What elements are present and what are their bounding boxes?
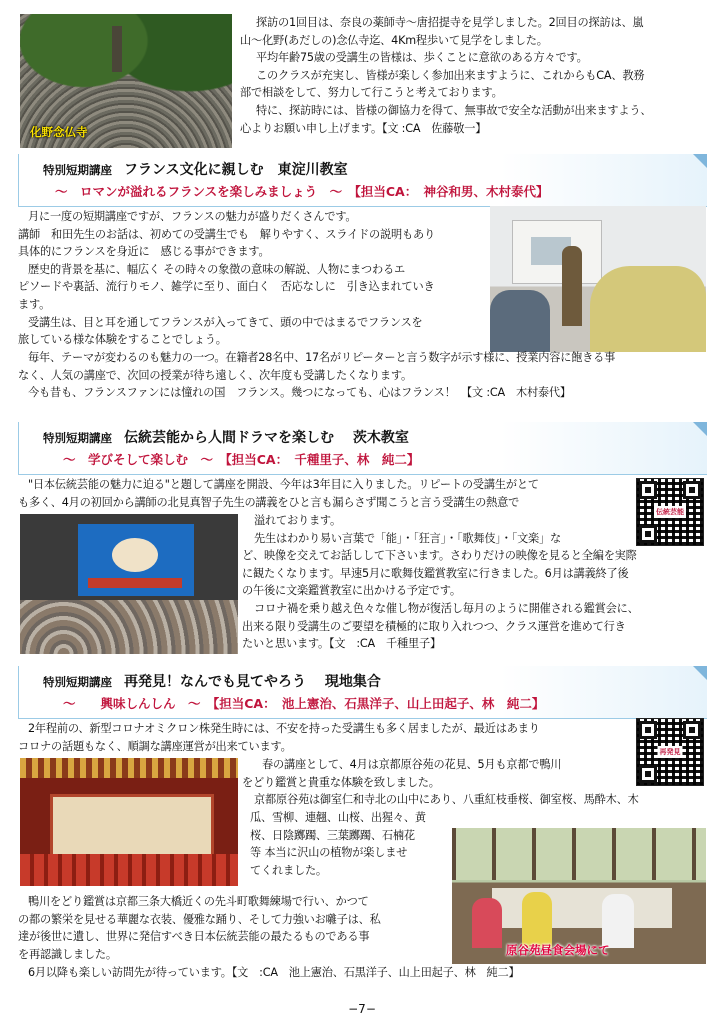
section3-subtitle: 〜 興味しんしん 〜 【担当CA： 池上憲治、石黒洋子、山上田起子、林 純二】 [63,696,545,711]
paragraph-line: なく、人気の講座で、次回の授業が待ち遠しく、次年度も受講したくなります。 [18,368,412,382]
paragraph-line: 今も昔も、フランスファンには憧れの国 フランス。幾つになっても、心はフランス！ 【文 :CA 木村泰代】 [28,386,571,400]
section1-subtitle: 〜 ロマンが溢れるフランスを楽しみましょう 〜 【担当CA： 神谷和男、木村泰代】 [55,184,549,199]
paragraph-line: ピソードや裏話、流行りモノ、雑学に至り、面白く 否応なしに 引き込まれていき [18,280,435,294]
section3-title [43,671,381,691]
section3-article-small [250,809,450,879]
section3-article-mid [242,756,710,809]
paragraph-line: 2年程前の、新型コロナオミクロン株発生時には、不安を持った受講生も多く居ましたが、最近はあまり [28,722,540,735]
paragraph-line: 瓜、雪柳、連翹、山桜、出猩々、黄 [250,811,426,824]
paragraph-line: 山〜化野(あだしの)念仏寺迄、4Km程歩いて見学をしました。 [240,33,548,47]
paragraph-line: 旅している様な体験をすることでしょう。 [18,333,227,347]
paragraph-line: コロナの話題もなく、順調な講座運営が出来ています。 [18,739,292,753]
section2-article [242,512,710,653]
paragraph-line: の午後に文楽鑑賞教室に出かける予定です。 [242,584,461,598]
paragraph-line: 平均年齢75歳の受講生の皆様は、歩くことに意欲のある方々です。 [256,51,588,65]
paragraph-line: 達が後世に遺し、世界に発信すべき日本伝統芸能の最たるものである事 [18,930,370,944]
section3-article-top [18,720,638,755]
paragraph-line: 歴史的背景を基に、幅広く その時々の象徴の意味の解説、人物にまつわるエ [28,262,405,276]
paragraph-line: 部で相談をして、努力して行こうと考えております。 [240,86,503,100]
paragraph-line: 毎年、テーマが変わるのも魅力の一つ。在籍者28名中、17名がリピーターと言う数字が示す様に、授業内容に飽きる事 [28,351,616,364]
paragraph-line: 春の講座として、4月は京都原谷苑の花見、5月も京都で鴨川 [262,758,562,771]
paragraph-line: 桜、日陰躑躅、三葉躑躅、石楠花 [250,828,415,842]
section-label: 特別短期講座 [43,163,112,177]
temple-photo [20,14,232,148]
paragraph-line: "日本伝統芸能の魅力に迫る"と題して講座を開設、今年は3年目に入りました。リピートの受講生がとて [28,478,539,491]
qr-label: 再発見 [659,748,681,756]
paragraph-line: の都の繁栄を見せる華麗な衣装、優雅な踊り、そして力強いお囃子は、私 [18,912,381,926]
paragraph-line: をどり鑑賞と貴重な体験を致しました。 [242,775,440,789]
paragraph-line: に観たくなります。早速5月に歌舞伎鑑賞教室に行きました。6月は講義終了後 [242,566,629,580]
paragraph-line: 特に、探訪時には、皆様の御協力を得て、無事故で安全な活動が出来ますよう、 [256,103,652,117]
paragraph-line: 京都原谷苑は御室仁和寺北の山中にあり、八重紅枝垂桜、御室桜、馬酔木、木 [254,793,639,807]
section2-title [43,427,409,447]
section1-title [43,159,348,179]
paragraph-line: 探訪の1回目は、奈良の薬師寺〜唐招提寺を見学しました。2回目の探訪は、嵐 [256,16,644,29]
paragraph-line: 具体的にフランスを身近に 感じる事ができます。 [18,245,270,259]
section3-banner [18,666,707,719]
paragraph-line: ます。 [18,297,51,311]
section1-article-wide [18,349,708,402]
paragraph-line: 心よりお願い申し上げます。【文 :CA 佐藤敬一】 [240,121,487,135]
section3-signature [18,964,708,982]
top-article [240,14,710,137]
paragraph-line: 先生はわかり易い言葉で「能」・「狂言」・「歌舞伎」・「文楽」な [254,531,562,545]
haradani-photo-caption: 原谷苑昼食会場にて [506,943,610,957]
haradani-lunch-photo [452,828,706,964]
paragraph-line: 6月以降も楽しい訪問先が待っています。【文 :CA 池上憲治、石黒洋子、山上田起子、林 純二】 [28,966,520,979]
france-lecture-photo [490,206,706,352]
section-label: 特別短期講座 [43,675,112,689]
paragraph-line: このクラスが充実し、皆様が楽しく参加出来ますように、これからもCA、教務 [256,68,645,82]
paragraph-line: たいと思います。【文 :CA 千種里子】 [242,637,441,651]
section-title-text: 伝統芸能から人間ドラマを楽しむ 茨木教室 [124,430,409,446]
paragraph-line: コロナ禍を乗り越え色々な催し物が復活し毎月のように開催される鑑賞会に、 [254,601,639,615]
paragraph-line: も多く、4月の初回から講師の北見真智子先生の講義をひと言も漏らさず聞こうと言う受講生の熱意で [18,495,520,509]
paragraph-line: てくれました。 [250,863,327,877]
section2-subtitle: 〜 学びそして楽しむ 〜 【担当CA： 千種里子、林 純二】 [63,452,420,467]
section-label: 特別短期講座 [43,431,112,445]
section1-banner [18,154,707,207]
section1-article [18,208,488,349]
paragraph-line: 等 本当に沢山の植物が楽しませ [250,846,408,860]
paragraph-line: 月に一度の短期講座ですが、フランスの魅力が盛りだくさんです。 [28,210,357,223]
paragraph-line: 溢れております。 [254,514,342,527]
kamogawa-theater-photo [20,758,238,886]
section3-article-bottom [18,893,458,963]
section-title-text: フランス文化に親しむ 東淀川教室 [124,162,348,178]
paragraph-line: ど、映像を交えてお話しして下さいます。さわりだけの映像を見ると全編を実際 [242,549,637,563]
section2-banner [18,422,707,475]
paragraph-line: 講師 和田先生のお話は、初めての受講生でも 解りやすく、スライドの説明もあり [18,227,435,241]
paragraph-line: 受講生は、目と耳を通してフランスが入ってきて、頭の中ではまるでフランスを [28,315,423,329]
page-number: −7− [348,1002,376,1016]
section2-article-top [18,476,638,511]
qr-label: 伝統芸能 [656,508,684,516]
temple-photo-caption: 化野念仏寺 [30,125,88,139]
paragraph-line: を再認識しました。 [18,947,117,961]
paragraph-line: 出来る限り受講生のご要望を積極的に取り入れつつ、クラス運営を進めて行き [242,619,626,633]
section-title-text: 再発見！なんでも見てやろう 現地集合 [124,674,381,690]
paragraph-line: 鴨川をどり鑑賞は京都三条大橋近くの先斗町歌舞練場で行い、かつて [28,895,369,908]
noh-lecture-photo [20,514,238,654]
